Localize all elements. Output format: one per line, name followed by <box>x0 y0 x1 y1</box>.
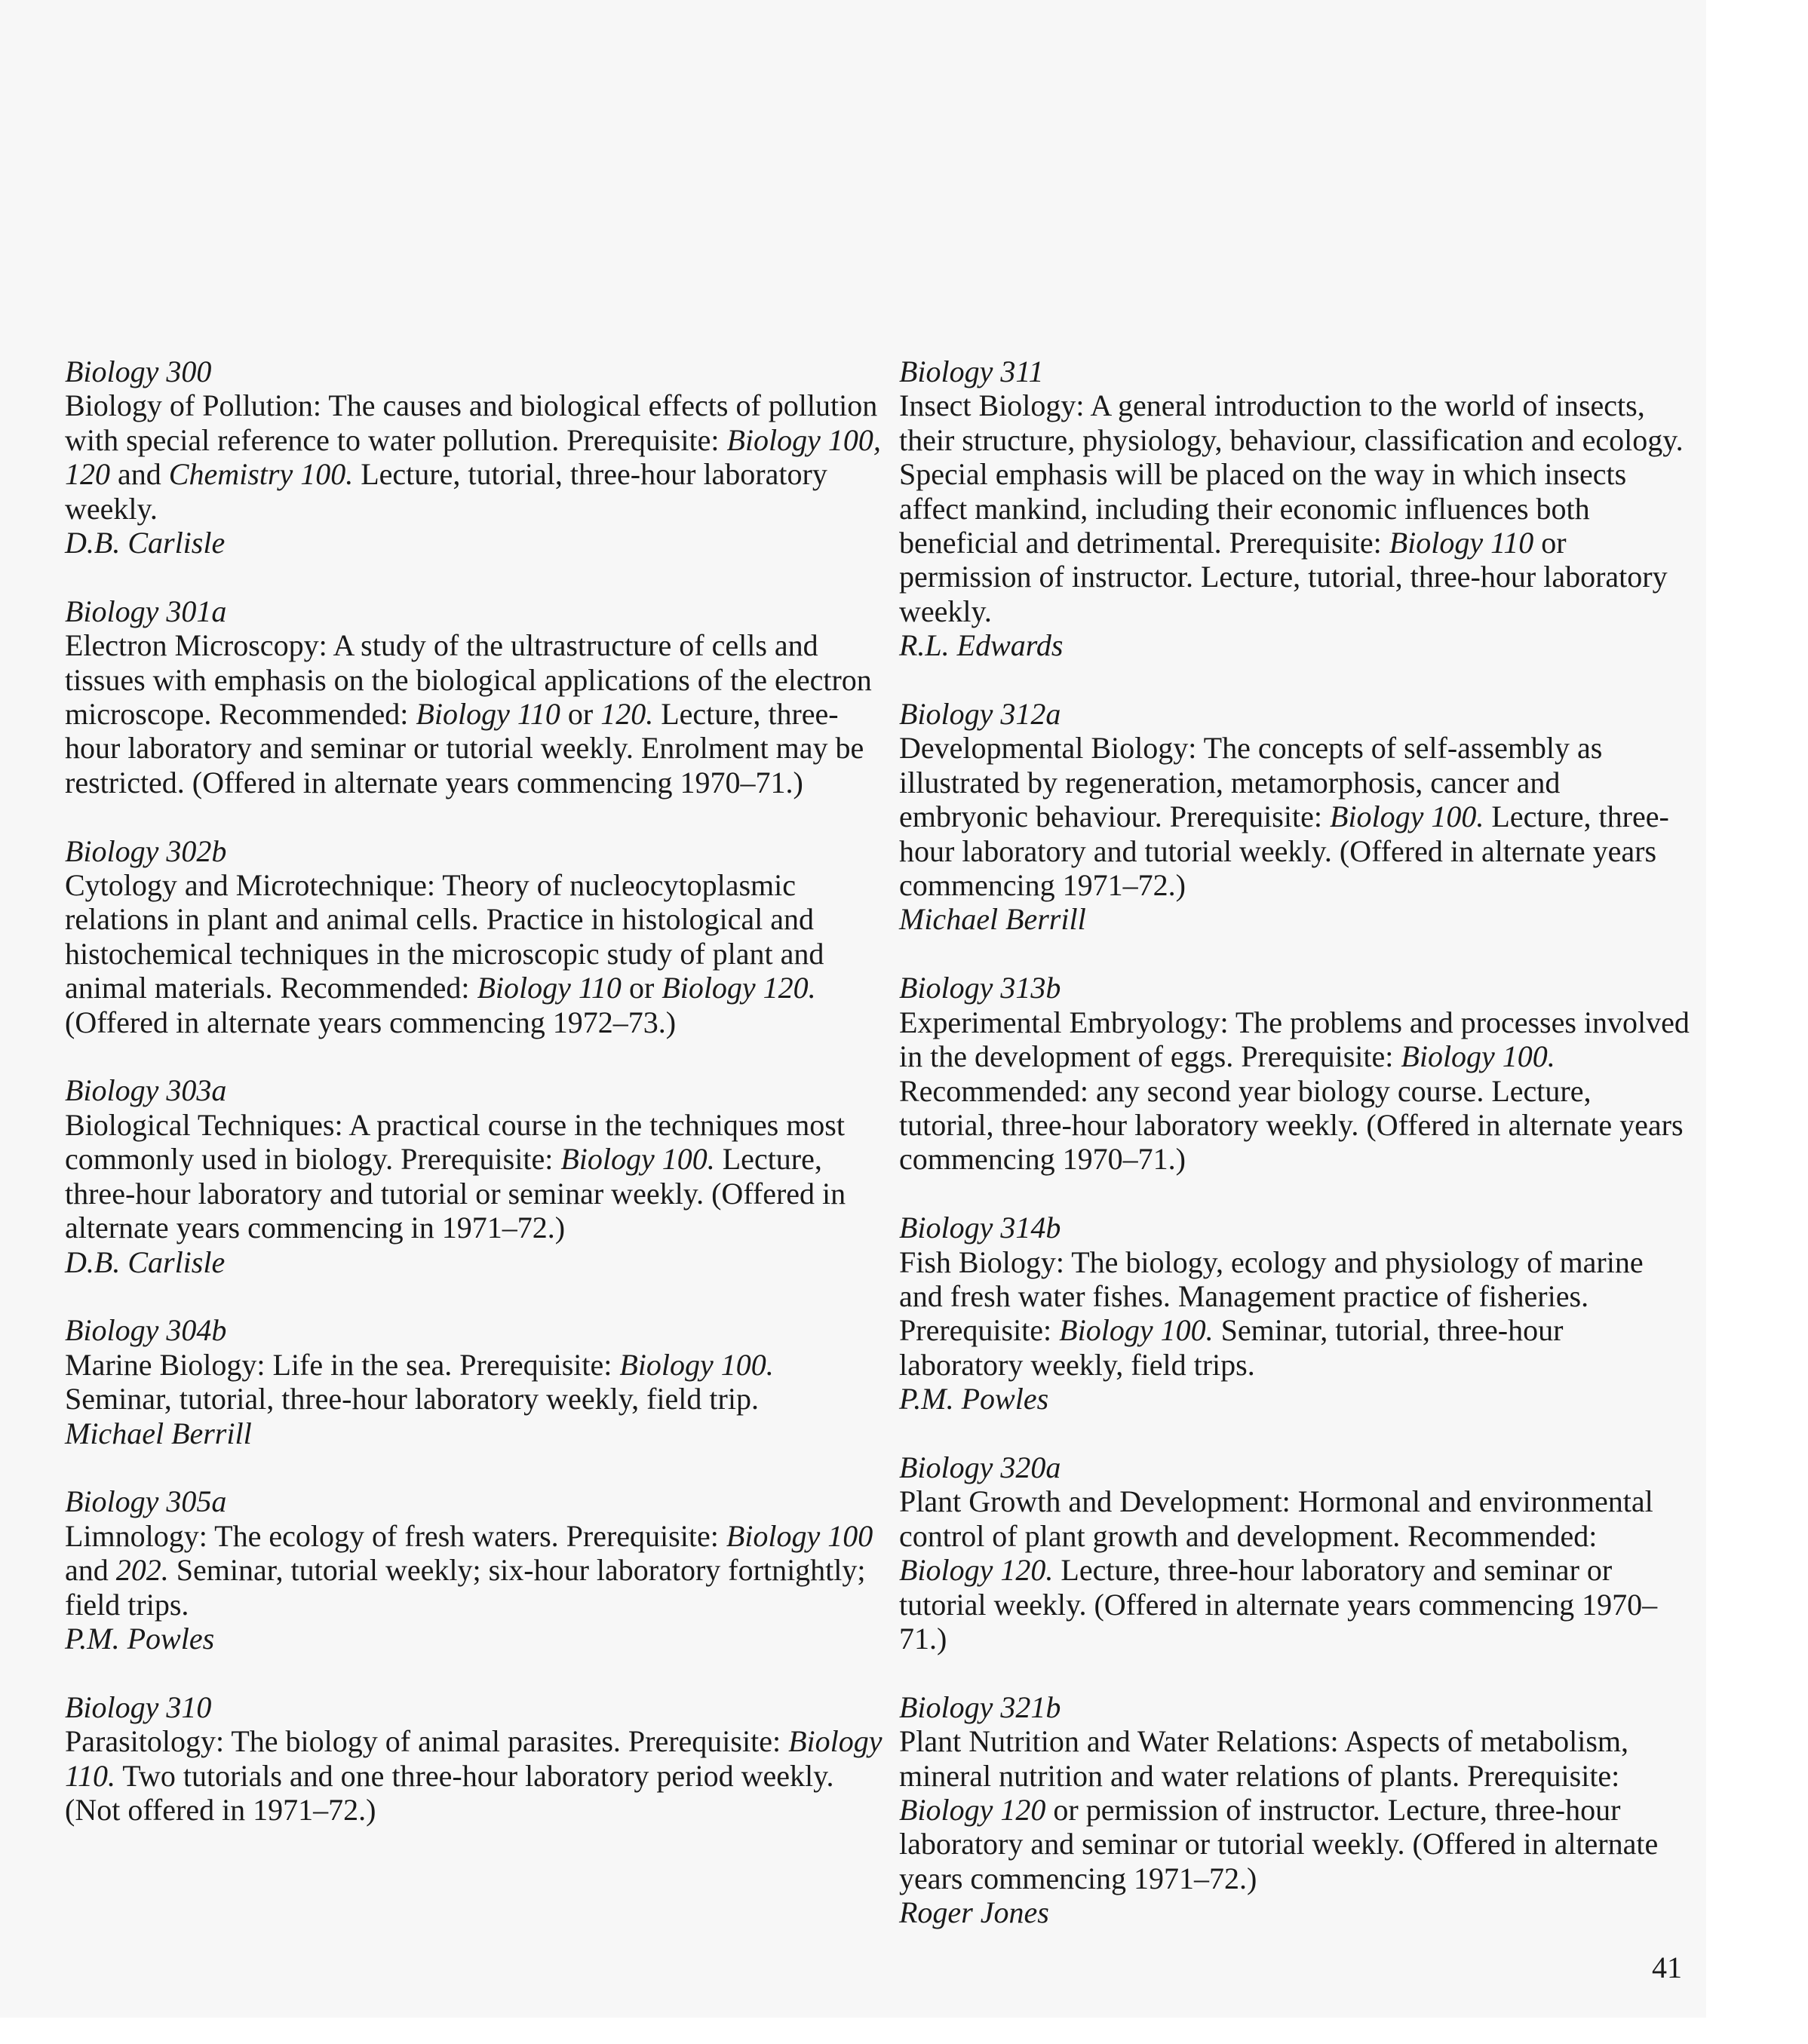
course-title: Biology 303a <box>65 1073 227 1108</box>
course-reference: Biology 100. <box>1059 1313 1214 1348</box>
course-entry <box>65 1313 887 1450</box>
course-instructor: D.B. Carlisle <box>65 526 226 560</box>
page-number: 41 <box>1652 1950 1682 1984</box>
course-reference: 120. <box>600 697 654 732</box>
description-text: Limnology: The ecology of fresh waters. Prerequisite: <box>65 1518 726 1553</box>
description-text: Lecture, three-hour laboratory and seminar or tutorial weekly. Enrolment may be restricted. (Offered in alternate years commencing 1970–71.) <box>65 697 864 799</box>
description-text: Biological Techniques: A practical course in the techniques most commonly used in biology. Prerequisite: <box>65 1107 845 1177</box>
course-entry <box>899 354 1691 663</box>
course-title: Biology 312a <box>899 697 1061 732</box>
course-entry <box>65 354 887 560</box>
course-reference: Biology 100. <box>1329 799 1484 834</box>
description-text: Plant Nutrition and Water Relations: Aspects of metabolism, mineral nutrition and water relations of plants. Prerequisite: <box>899 1724 1629 1793</box>
course-reference: Biology 110 <box>1389 526 1534 560</box>
course-description <box>899 1245 1691 1383</box>
course-title: Biology 305a <box>65 1484 227 1519</box>
left-column <box>65 354 887 1861</box>
course-entry <box>65 594 887 799</box>
course-reference: Biology 100. <box>560 1142 715 1177</box>
course-reference: Biology 120. <box>662 971 816 1005</box>
course-reference: Biology 110. <box>65 1724 883 1793</box>
description-text: or permission of instructor. Lecture, tutorial, three-hour laboratory weekly. <box>899 526 1668 628</box>
description-text: Seminar, tutorial, three-hour laboratory weekly, field trip. <box>65 1382 759 1416</box>
course-entry <box>65 1690 887 1828</box>
course-description <box>65 868 887 1039</box>
course-instructor: Michael Berrill <box>65 1416 252 1450</box>
course-reference: Biology 100. <box>1401 1039 1555 1074</box>
course-entry <box>899 1211 1691 1416</box>
course-instructor: R.L. Edwards <box>899 628 1064 663</box>
scan-margin <box>1706 0 1808 2044</box>
description-text: Biology of Pollution: The causes and biological effects of pollution with special reference to water pollution. Prerequisite: <box>65 388 878 457</box>
course-description <box>65 1724 887 1827</box>
course-instructor: D.B. Carlisle <box>65 1245 226 1279</box>
course-reference: Biology 100. <box>619 1347 774 1382</box>
description-text: and <box>110 457 169 492</box>
course-title: Biology 311 <box>899 354 1044 388</box>
course-description <box>65 1108 887 1245</box>
description-text: Recommended: any second year biology course. Lecture, tutorial, three-hour laboratory weekly. (Offered in alternate years commencing 1970–71.) <box>899 1073 1684 1177</box>
course-title: Biology 321b <box>899 1690 1061 1724</box>
course-entry <box>899 1450 1691 1656</box>
course-entry <box>899 971 1691 1176</box>
course-description <box>899 1484 1691 1656</box>
course-description <box>65 388 887 526</box>
course-description <box>899 1005 1691 1177</box>
description-text: or <box>621 971 662 1005</box>
description-text: Lecture, tutorial, three-hour laboratory weekly. <box>65 457 827 526</box>
course-description <box>899 731 1691 902</box>
course-description <box>65 628 887 799</box>
course-reference: Biology 100, 120 <box>65 422 881 492</box>
course-reference: Biology 100 <box>726 1518 873 1553</box>
course-title: Biology 310 <box>65 1690 212 1724</box>
course-entry <box>65 1073 887 1278</box>
description-text: or permission of instructor. Lecture, three-hour laboratory and seminar or tutorial weekly. (Offered in alternate years commencing 1971–72.) <box>899 1792 1659 1895</box>
course-description <box>65 1519 887 1622</box>
course-title: Biology 302b <box>65 833 227 868</box>
course-description <box>65 1348 887 1416</box>
course-description <box>899 1724 1691 1895</box>
course-title: Biology 304b <box>65 1313 227 1348</box>
course-entry <box>899 697 1691 937</box>
course-entry <box>899 1690 1691 1930</box>
description-text: Two tutorials and one three-hour laboratory period weekly. (Not offered in 1971–72.) <box>65 1758 834 1827</box>
course-instructor: P.M. Powles <box>899 1382 1049 1416</box>
description-text: Insect Biology: A general introduction to the world of insects, their structure, physiology, behaviour, classification and ecology. Special emphasis will be placed on the way in which insects affect mankind, including their economic influences both beneficial and detrimental. Prerequisite: <box>899 388 1684 560</box>
description-text: Lecture, three-hour laboratory and tutorial weekly. (Offered in alternate years commencing 1971–72.) <box>899 799 1669 903</box>
course-instructor: Michael Berrill <box>899 902 1086 937</box>
course-description <box>899 388 1691 628</box>
description-text: Seminar, tutorial weekly; six-hour laboratory fortnightly; field trips. <box>65 1553 866 1622</box>
description-text: Developmental Biology: The concepts of self-assembly as illustrated by regeneration, metamorphosis, cancer and embryonic behaviour. Prerequisite: <box>899 731 1603 834</box>
description-text: or <box>560 697 601 732</box>
course-entry <box>65 1484 887 1656</box>
course-reference: Biology 120 <box>899 1792 1046 1827</box>
course-reference: Chemistry 100. <box>168 457 354 492</box>
course-title: Biology 313b <box>899 971 1061 1005</box>
description-text: and <box>65 1553 116 1588</box>
course-reference: Biology 120. <box>899 1553 1054 1588</box>
course-reference: Biology 110 <box>416 697 560 732</box>
course-reference: 202. <box>115 1553 169 1588</box>
description-text: Experimental Embryology: The problems and processes involved in the development of eggs. Prerequisite: <box>899 1005 1690 1074</box>
course-title: Biology 301a <box>65 594 227 628</box>
description-text: Lecture, three-hour laboratory and tutorial or seminar weekly. (Offered in alternate years commencing in 1971–72.) <box>65 1142 846 1245</box>
right-column <box>899 354 1691 1964</box>
description-text: Seminar, tutorial, three-hour laboratory weekly, field trips. <box>899 1313 1564 1382</box>
description-text: Lecture, three-hour laboratory and seminar or tutorial weekly. (Offered in alternate years commencing 1970–71.) <box>899 1553 1658 1656</box>
course-title: Biology 314b <box>899 1211 1061 1245</box>
course-instructor: P.M. Powles <box>65 1621 215 1656</box>
description-text: Marine Biology: Life in the sea. Prerequisite: <box>65 1347 620 1382</box>
course-reference: Biology 110 <box>477 971 622 1005</box>
description-text: (Offered in alternate years commencing 1972–73.) <box>65 1005 677 1039</box>
description-text: Plant Growth and Development: Hormonal and environmental control of plant growth and development. Recommended: <box>899 1484 1653 1553</box>
description-text: Parasitology: The biology of animal parasites. Prerequisite: <box>65 1724 789 1759</box>
course-title: Biology 320a <box>899 1450 1061 1484</box>
description-text: Cytology and Microtechnique: Theory of nucleocytoplasmic relations in plant and animal cells. Practice in histological and histochemical techniques in the microscopic study of plant and animal materials. Recommended: <box>65 868 824 1005</box>
description-text: Electron Microscopy: A study of the ultrastructure of cells and tissues with emphasis on the biological applications of the electron microscope. Recommended: <box>65 628 872 732</box>
course-instructor: Roger Jones <box>899 1895 1049 1930</box>
course-title: Biology 300 <box>65 354 212 388</box>
description-text: Fish Biology: The biology, ecology and physiology of marine and fresh water fishes. Management practice of fisheries. Prerequisite: <box>899 1245 1644 1348</box>
course-entry <box>65 834 887 1039</box>
